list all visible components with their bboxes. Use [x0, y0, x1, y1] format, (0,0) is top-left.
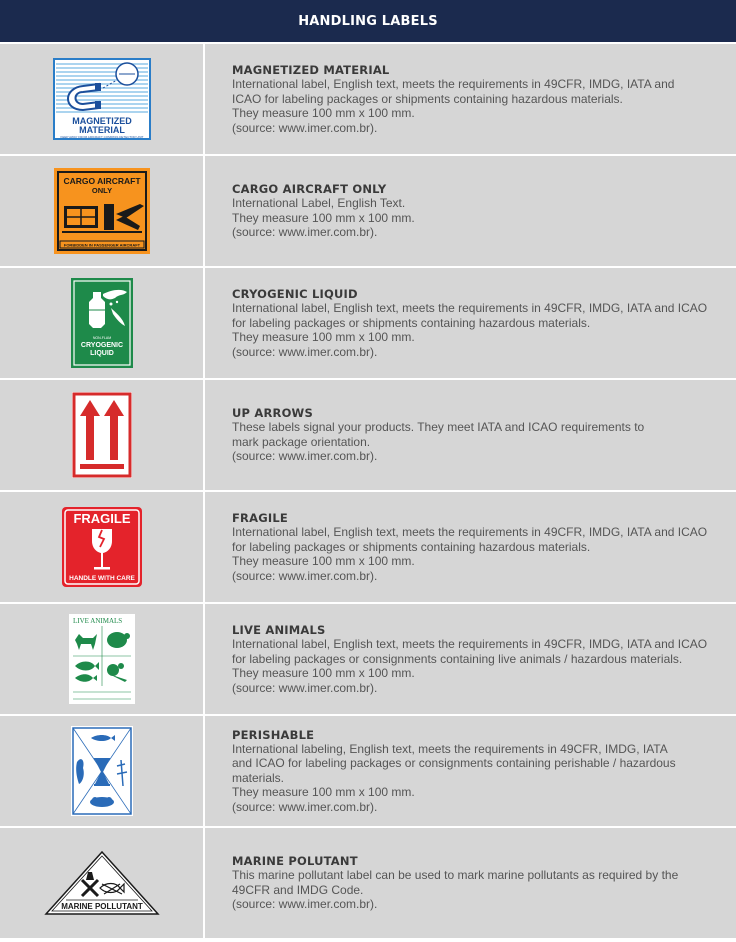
- description-line: (source: www.imer.com.br).: [232, 344, 378, 359]
- label-title: FRAGILE: [232, 511, 288, 525]
- description-line: (source: www.imer.com.br).: [232, 568, 378, 583]
- description-line: for labeling packages or shipments containing hazardous materials.: [232, 315, 591, 330]
- up-arrows-label-icon: [72, 392, 132, 478]
- label-text: LIVE ANIMALS: [72, 617, 122, 625]
- fragile-label-icon: [62, 507, 142, 587]
- description-line: (source: www.imer.com.br).: [232, 120, 378, 135]
- label-description-cell: [205, 716, 736, 826]
- label-image-cell: [0, 44, 205, 154]
- svg-text:NON-FLAM: NON-FLAM: [92, 336, 111, 340]
- table-header: [0, 0, 736, 42]
- cargo-aircraft-only-label-icon: [54, 168, 150, 254]
- table-row: [0, 826, 736, 938]
- description-line: (source: www.imer.com.br).: [232, 799, 378, 814]
- live-animals-label-icon: [69, 614, 135, 704]
- table-row: [0, 266, 736, 378]
- label-description-cell: [205, 380, 736, 490]
- table-title: HANDLING LABELS: [298, 13, 438, 29]
- description-line: for labeling packages or shipments containing hazardous materials.: [232, 539, 591, 554]
- label-text: ONLY: [91, 186, 112, 195]
- description-line: These labels signal your products. They meet IATA and ICAO requirements to: [232, 420, 645, 435]
- description-line: They measure 100 mm x 100 mm.: [232, 554, 415, 568]
- marine-pollutant-label-icon: [44, 850, 160, 916]
- description-line: International label, English text, meets the requirements in 49CFR, IMDG, IATA and ICAO: [232, 301, 708, 315]
- label-image-cell: [0, 492, 205, 602]
- description-line: ICAO for labeling packages or shipments containing hazardous materials.: [232, 91, 623, 106]
- description-line: They measure 100 mm x 100 mm.: [232, 106, 415, 120]
- label-description-cell: [205, 156, 736, 266]
- description-line: and ICAO for labeling packages or consignments containing perishable / hazardous: [232, 756, 676, 771]
- label-text: HANDLE WITH CARE: [68, 575, 135, 582]
- label-text: CRYOGENIC: [80, 342, 123, 349]
- label-description-cell: [205, 604, 736, 714]
- label-text: MAGNETIZED: [71, 116, 132, 126]
- label-image-cell: [0, 716, 205, 826]
- table-row: [0, 602, 736, 714]
- label-title: CRYOGENIC LIQUID: [232, 287, 358, 301]
- table-row: [0, 490, 736, 602]
- magnetized-material-label-icon: [53, 58, 151, 140]
- table-row: [0, 154, 736, 266]
- label-title: CARGO AIRCRAFT ONLY: [232, 182, 387, 197]
- label-title: MAGNETIZED MATERIAL: [232, 63, 390, 77]
- label-description-cell: [205, 44, 736, 154]
- description-line: International label, English text, meets the requirements in 49CFR, IMDG, IATA and: [232, 77, 675, 91]
- label-description-cell: [205, 492, 736, 602]
- description-line: This marine pollutant label can be used to mark marine pollutants as required by the: [232, 868, 679, 883]
- label-title: MARINE POLUTANT: [232, 854, 358, 869]
- label-image-cell: [0, 268, 205, 378]
- label-text: MARINE POLLUTANT: [60, 902, 143, 911]
- description-line: (source: www.imer.com.br).: [232, 449, 378, 464]
- label-title: PERISHABLE: [232, 727, 315, 742]
- label-image-cell: [0, 156, 205, 266]
- label-text: FRAGILE: [72, 511, 131, 526]
- label-title: UP ARROWS: [232, 406, 313, 421]
- label-image-cell: [0, 828, 205, 938]
- description-line: They measure 100 mm x 100 mm.: [232, 666, 415, 680]
- label-title: LIVE ANIMALS: [232, 623, 326, 637]
- description-line: They measure 100 mm x 100 mm.: [232, 330, 415, 344]
- label-description-cell: [205, 828, 736, 938]
- description-line: materials.: [232, 770, 285, 785]
- label-text: KEEP AWAY FROM AIRCRAFT COMPASS DETECTOR UNIT: [60, 135, 143, 139]
- description-line: (source: www.imer.com.br).: [232, 225, 378, 240]
- description-line: mark package orientation.: [232, 434, 371, 449]
- label-image-cell: [0, 380, 205, 490]
- table-row: [0, 378, 736, 490]
- description-line: They measure 100 mm x 100 mm.: [232, 210, 415, 225]
- description-line: International labeling, English text, meets the requirements in 49CFR, IMDG, IATA: [232, 741, 668, 756]
- cryogenic-liquid-label-icon: [71, 278, 133, 368]
- description-line: (source: www.imer.com.br).: [232, 897, 378, 912]
- label-text: MATERIAL: [78, 125, 125, 135]
- description-line: for labeling packages or consignments containing live animals / hazardous materials.: [232, 651, 683, 666]
- label-text: LIQUID: [89, 350, 114, 357]
- description-line: International Label, English Text.: [232, 196, 406, 211]
- description-line: International label, English text, meets the requirements in 49CFR, IMDG, IATA and ICAO: [232, 525, 708, 539]
- table-row: [0, 42, 736, 154]
- description-line: 49CFR and IMDG Code.: [232, 882, 364, 897]
- description-line: They measure 100 mm x 100 mm.: [232, 785, 415, 800]
- table-row: [0, 714, 736, 826]
- description-line: International label, English text, meets the requirements in 49CFR, IMDG, IATA and ICAO: [232, 637, 708, 651]
- label-text: CARGO AIRCRAFT: [62, 176, 141, 186]
- description-line: (source: www.imer.com.br).: [232, 680, 378, 695]
- label-image-cell: [0, 604, 205, 714]
- label-text: FORBIDDEN IN PASSENGER AIRCRAFT: [63, 242, 140, 248]
- label-description-cell: [205, 268, 736, 378]
- perishable-label-icon: [71, 726, 133, 816]
